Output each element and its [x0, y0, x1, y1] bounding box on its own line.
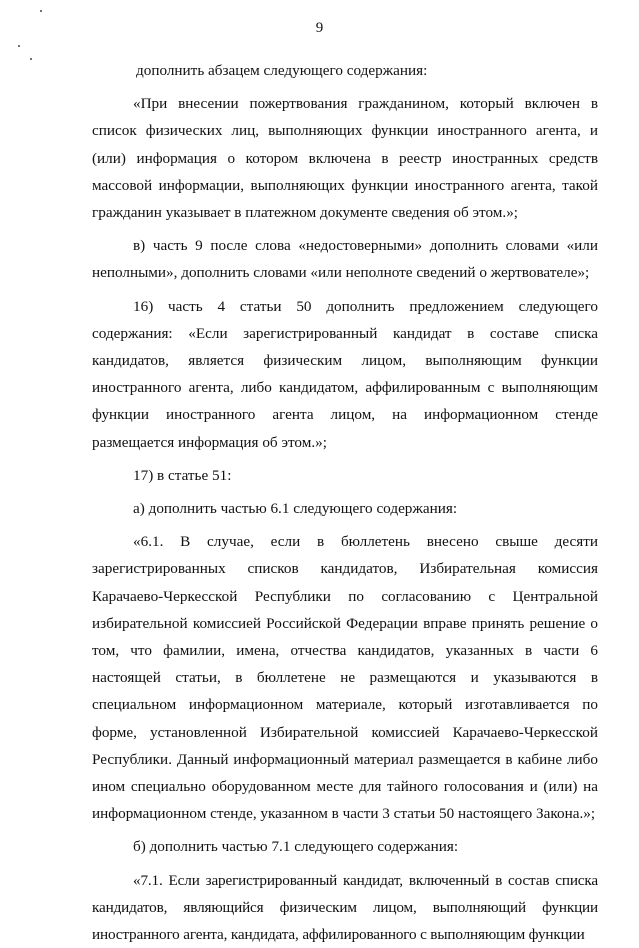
- page-number: 9: [315, 20, 324, 36]
- paragraph: 17) в статье 51:: [133, 466, 232, 484]
- paragraph: дополнить абзацем следующего содержания:: [136, 62, 428, 79]
- paragraph: 16) часть 4 статьи 50 дополнить предложением следующего содержания: «Если зарегистрированный кандидат в составе списка кандидатов, является физическим лицом, выполняющим функции иностранного агента, либо кандидатом, аффилированным с выполняющим функции иностранного агента лицом, на информационном стенде размещается информация об этом.»;: [92, 297, 598, 451]
- paragraph: а) дополнить частью 6.1 следующего содержания:: [133, 500, 458, 518]
- quoted-paragraph: «7.1. Если зарегистрированный кандидат, включенный в состав списка кандидатов, являющийся физическим лицом, выполняющий функции иностранного агента, кандидата, аффилированного с выполняющим функции: [92, 871, 598, 944]
- scan-speck: [18, 45, 20, 47]
- scan-speck: [40, 10, 42, 12]
- quoted-paragraph: «6.1. В случае, если в бюллетень внесено свыше десяти зарегистрированных списков кандидатов, Избирательная комиссия Карачаево-Черкесской Республики по согласованию с Центральной избирательной комиссией Российской Федерации вправе принять решение о том, что фамилии, имена, отчества кандидатов, указанных в части 6 настоящей статьи, в бюллетене не размещаются и указываются в специальном информационном материале, который изготавливается по форме, установленной Избирательной комиссией Карачаево-Черкесской Республики. Данный информационный материал размещается в кабине либо ином специально оборудованном месте для тайного голосования и (или) на информационном стенде, указанном в части 3 статьи 50 настоящего Закона.»;: [92, 533, 598, 823]
- paragraph: б) дополнить частью 7.1 следующего содержания:: [133, 838, 459, 856]
- paragraph: в) часть 9 после слова «недостоверными» дополнить словами «или неполными», дополнить словами «или неполноте сведений о жертвователе»;: [92, 237, 598, 282]
- document-body: [92, 57, 598, 948]
- quoted-paragraph: «При внесении пожертвования гражданином, который включен в список физических лиц, выполняющих функции иностранного агента, и (или) информация о котором включена в реестр иностранных средств массовой информации, выполняющих функции иностранного агента, такой гражданин указывает в платежном документе сведения об этом.»;: [92, 95, 598, 222]
- scan-speck: [30, 58, 32, 60]
